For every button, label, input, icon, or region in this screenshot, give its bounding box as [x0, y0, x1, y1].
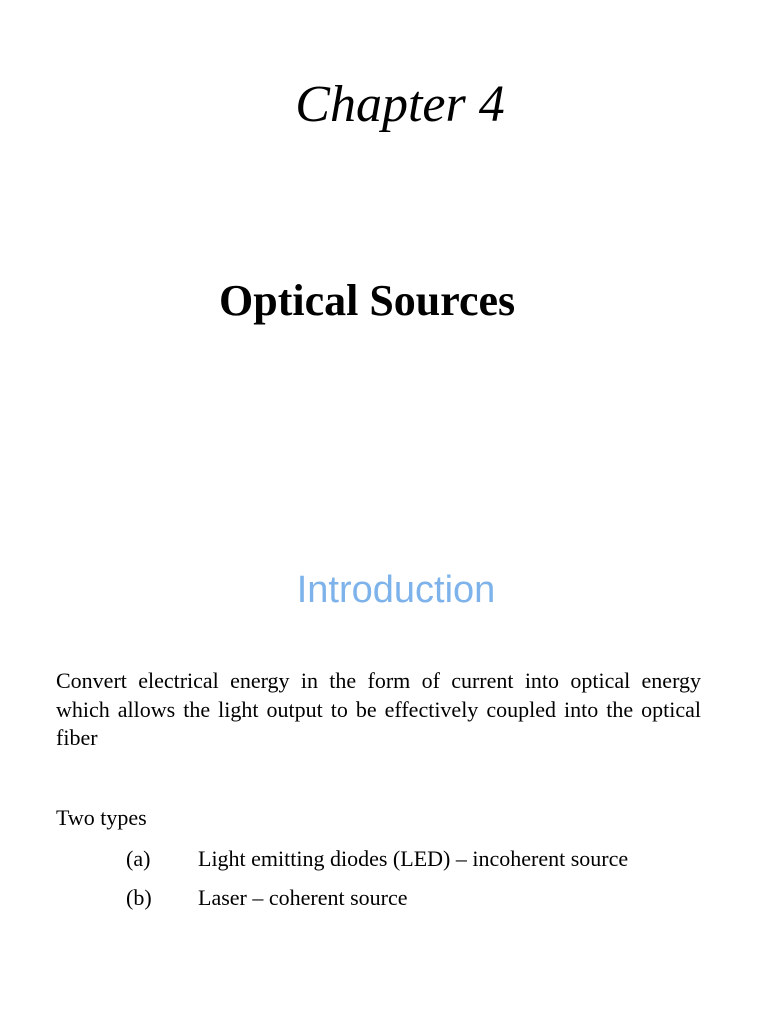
list-marker: (a) [126, 846, 151, 871]
intro-paragraph: Convert electrical energy in the form of current into optical energy which allows the light output to be effectively coupled into the optical fiber [56, 668, 701, 750]
list-item [126, 844, 628, 874]
section-heading: Introduction [296, 569, 496, 611]
list-item [126, 883, 408, 913]
page-title: Optical Sources [219, 276, 516, 325]
types-label: Two types [56, 805, 147, 830]
chapter-label: Chapter 4 [295, 76, 505, 133]
list-item-text: Laser – coherent source [198, 885, 408, 910]
list-marker: (b) [126, 885, 152, 910]
list-item-text: Light emitting diodes (LED) – incoherent source [198, 846, 629, 871]
